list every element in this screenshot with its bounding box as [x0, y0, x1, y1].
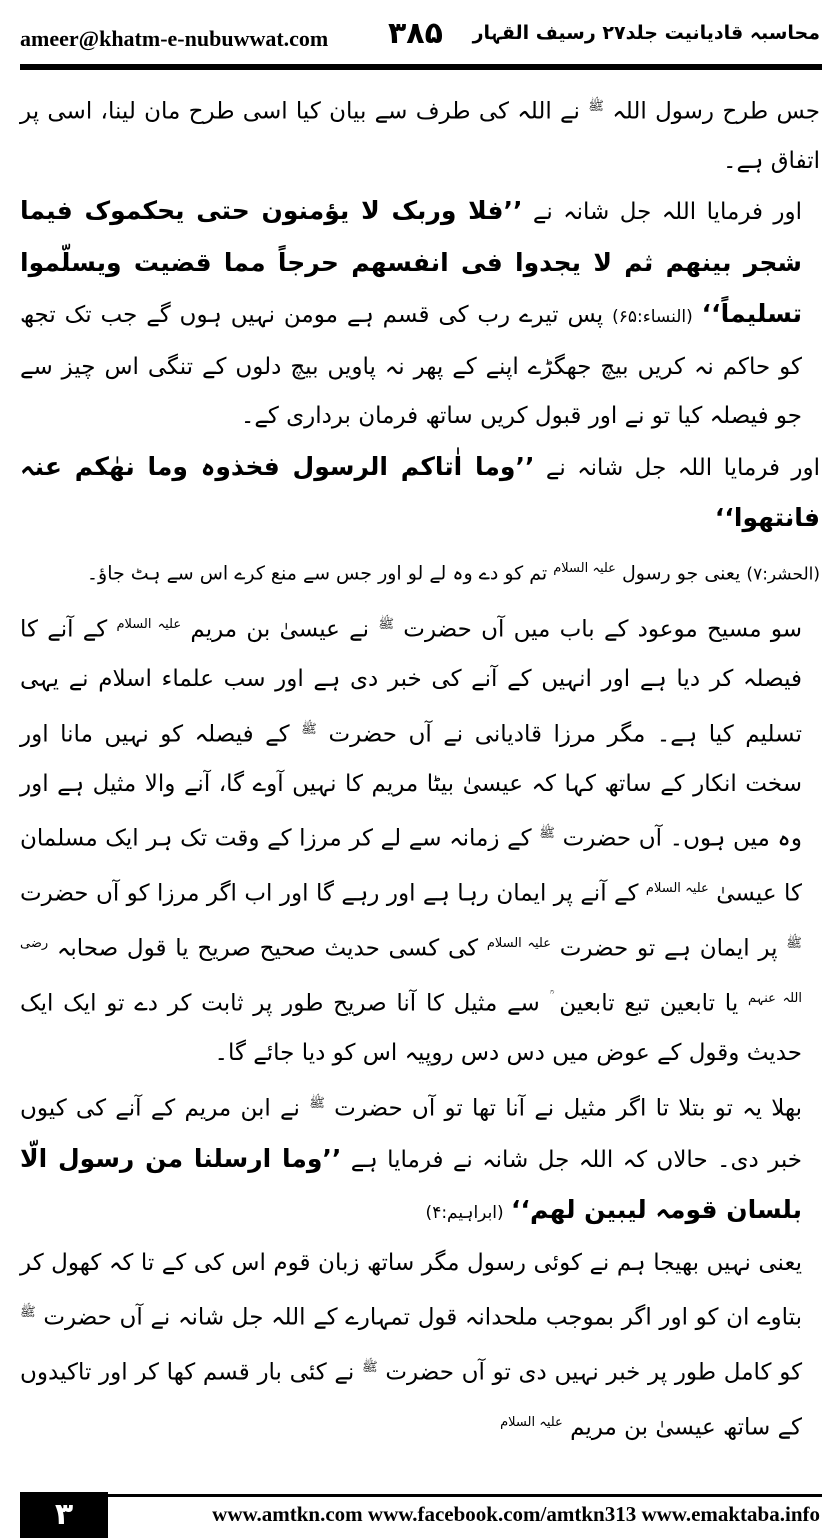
footer-rule	[20, 1494, 822, 1497]
reference-ibrahim: (ابراہیم:۴)	[425, 1203, 504, 1224]
page-header	[0, 0, 840, 64]
quran-quote-hashr: ’’وما اٰتاکم الرسول فخذوہ وما نھٰکم عنہ فانتھوا‘‘	[20, 451, 820, 532]
book-title: محاسبہ قادیانیت جلد۲۷ رسیف القہار	[472, 22, 820, 44]
header-rule	[20, 64, 822, 70]
quran-quote-ibrahim: ’’وما ارسلنا من رسول الّا بلسان قومہ لیبین لھم‘‘	[20, 1143, 802, 1225]
paragraph-4: سو مسیح موعود کے باب میں آں حضرت $^ﷺ$ نے عیسیٰ بن مریم $^{علیہ السلام}$ کے آنے کا فیصلہ کر دیا ہے اور انہیں کے آنے کی خبر دی ہے اور سب علماء اسلام نے یہی تسلیم کیا ہے۔ مگر مرزا قادیانی نے آں حضرت $^ﷺ$ کے فیصلہ کو نہیں مانا اور سخت انکار کے ساتھ کہا کہ عیسیٰ بیٹا مریم کا نہیں آوے گا، آنے والا مثیل ہے اور وہ میں ہوں۔ آں حضرت $^ﷺ$ کے زمانہ سے لے کر مرزا کے وقت تک ہر ایک مسلمان کا عیسیٰ $^{علیہ السلام}$ کے آنے پر ایمان رہا ہے اور رہے گا اور اب اگر مرزا کو آں حضرت $^ﷺ$ پر ایمان ہے تو حضرت $^{علیہ السلام}$ کی کسی حدیث صحیح صریح یا قول صحابہ $^{رضی اللہ عنہم}$ یا تابعین تبع تابعین سے مثیل کا آنا صریح طور پر ثابت کر دے تو ایک ایک حدیث وقول کے عوض میں دس دس روپیہ اس کو دیا جائے گا۔	[20, 616, 803, 1067]
reference-nisa: (النساء:۶۵)	[612, 307, 693, 328]
reference-hashr: (الحشر:۷)	[746, 564, 820, 585]
paragraph-3: اور فرمایا اللہ جل شانہ نے ’’وما اٰتاکم الرسول فخذوہ وما نھٰکم عنہ فانتھوا‘‘	[20, 451, 821, 532]
footer-links[interactable]: www.amtkn.com www.facebook.com/amtkn313 www.emaktaba.info	[212, 1502, 820, 1526]
header-email: ameer@khatm-e-nubuwwat.com	[20, 26, 329, 51]
honorific-saw: ﷺ	[588, 99, 604, 114]
quran-quote-nisa: ’’فلا وربک لا یؤمنون حتی یحکموک فیما شجر بینھم ثم لا یجدوا فی انفسھم حرجاً مما قضیت ویسلّموا تسلیماً‘‘	[20, 196, 803, 329]
paragraph-6: یعنی نہیں بھیجا ہم نے کوئی رسول مگر ساتھ زبان قوم اس کی کے تا کہ کھول کر بتاوے ان کو اور اگر بموجب ملحدانہ قول تمہارے کے اللہ جل شانہ نے آں حضرت $^ﷺ$ کو کامل طور پر خبر نہیں دی تو آں حضرت $^ﷺ$ نے کئی بار قسم کھا کر اور تاکیدوں کے ساتھ عیسیٰ بن مریم $^{علیہ السلام}$	[20, 1249, 803, 1441]
page-number: ۳۸۵	[388, 16, 443, 51]
paragraph-5: بھلا یہ تو بتلا تا اگر مثیل نے آنا تھا تو آں حضرت $^ﷺ$ نے ابن مریم کے آنے کی کیوں خبر دی۔ حالاں کہ اللہ جل شانہ نے فرمایا ہے ’’وما ارسلنا من رسول الّا بلسان قومہ لیبین لھم‘‘ (ابراہیم:۴)	[20, 1095, 803, 1225]
paragraph-1: جس طرح رسول اللہ $^ﷺ$ نے اللہ کی طرف سے بیان کیا اسی طرح مان لینا، اسی پر اتفاق ہے۔	[20, 98, 821, 175]
paragraph-3-translation: (الحشر:۷) یعنی جو رسول $^{علیہ السلام}$ تم کو دے وہ لے لو اور جس سے منع کرے اس سے ہٹ جاؤ۔	[86, 561, 820, 585]
part-number-box: ۳	[20, 1492, 108, 1538]
page-body	[20, 82, 820, 1462]
honorific-as: علیہ السلام	[553, 561, 616, 577]
paragraph-2: اور فرمایا اللہ جل شانہ نے ’’فلا وربک لا یؤمنون حتی یحکموک فیما شجر بینھم ثم لا یجدوا فی انفسھم حرجاً مما قضیت ویسلّموا تسلیماً‘‘ (النساء:۶۵) پس تیرے رب کی قسم ہے مومن نہیں ہوں گے جب تک تجھ کو حاکم نہ کریں بیچ جھگڑے اپنے کے پھر نہ پاویں بیچ دلوں کے تنگی اس چیز سے جو فیصلہ کیا تو نے اور قبول کریں ساتھ فرمان برداری کے۔	[20, 196, 803, 430]
